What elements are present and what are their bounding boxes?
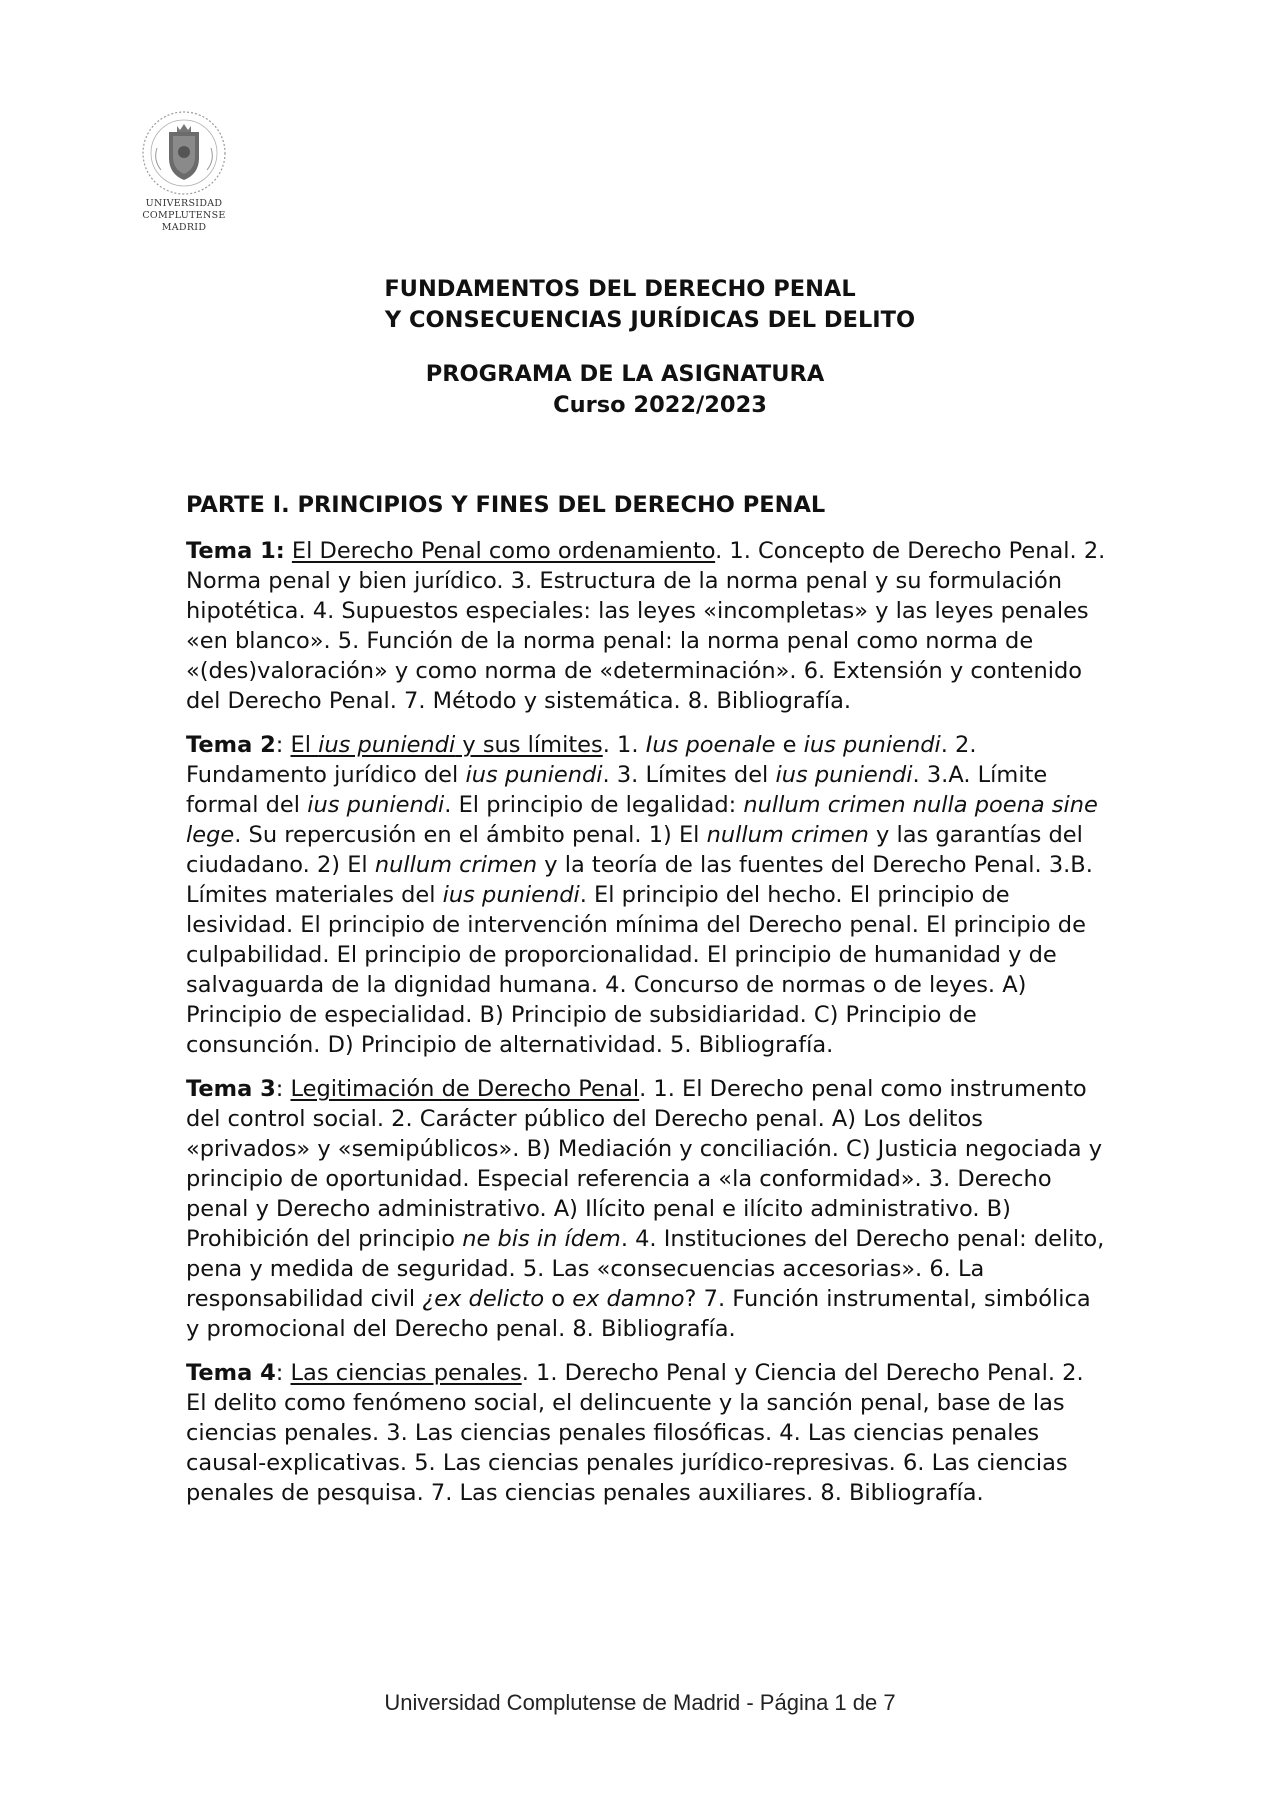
title-line-2: Y CONSECUENCIAS JURÍDICAS DEL DELITO bbox=[384, 307, 916, 333]
document-body bbox=[186, 490, 1106, 1522]
tema-text: . 1. Derecho Penal y Ciencia del Derecho Penal. 2. El delito como fenómeno social, el delincuente y la sanción penal, base de las ciencias penales. 3. Las ciencias penales filosóficas. 4. Las ciencias penales causal-explicativas. 5. Las ciencias penales jurídico-represivas. 6. Las ciencias penales de pesquisa. 7. Las ciencias penales auxiliares. 8. Bibliografía. bbox=[186, 1360, 1084, 1506]
parte-heading: PARTE I. PRINCIPIOS Y FINES DEL DERECHO PENAL bbox=[186, 492, 826, 518]
document-title bbox=[0, 274, 1280, 421]
title-line-4: Curso 2022/2023 bbox=[553, 392, 767, 418]
tema-title: Las ciencias penales bbox=[290, 1360, 522, 1386]
tema-label: Tema 2 bbox=[186, 732, 276, 758]
logo-text-city: MADRID bbox=[161, 222, 207, 233]
tema-title: Legitimación de Derecho Penal bbox=[290, 1076, 640, 1102]
tema-label: Tema 4 bbox=[186, 1360, 276, 1386]
title-line-1: FUNDAMENTOS DEL DERECHO PENAL bbox=[384, 276, 856, 302]
tema-label: Tema 1: bbox=[186, 538, 285, 564]
university-logo bbox=[104, 108, 264, 234]
tema-4: Tema 4: Las ciencias penales. 1. Derecho Penal y Ciencia del Derecho Penal. 2. El delito como fenómeno social, el delincuente y la sanción penal, base de las ciencias penales. 3. Las ciencias penales filosóficas. 4. Las ciencias penales causal-explicativas. 5. Las ciencias penales jurídico-represivas. 6. Las ciencias penales de pesquisa. 7. Las ciencias penales auxiliares. 8. Bibliografía. bbox=[186, 1360, 1084, 1506]
tema-title: El Derecho Penal como ordenamiento bbox=[291, 538, 716, 564]
tema-1 bbox=[186, 536, 1106, 716]
page-footer: Universidad Complutense de Madrid - Página 1 de 7 bbox=[384, 1690, 896, 1715]
title-line-3: PROGRAMA DE LA ASIGNATURA bbox=[425, 361, 825, 387]
tema-title: El ius puniendi y sus límites bbox=[290, 732, 603, 758]
tema-label: Tema 3 bbox=[186, 1076, 276, 1102]
logo-text-university: UNIVERSIDAD COMPLUTENSE bbox=[142, 198, 226, 221]
university-crest-icon bbox=[139, 108, 229, 198]
tema-text: . 1. Concepto de Derecho Penal. 2. Norma penal y bien jurídico. 3. Estructura de la norma penal y su formulación hipotética. 4. Supuestos especiales: las leyes «incompletas» y las leyes penales «en blanco». 5. Función de la norma penal: la norma penal como norma de «(des)valoración» y como norma de «determinación». 6. Extensión y contenido del Derecho Penal. 7. Método y sistemática. 8. Bibliografía. bbox=[186, 538, 1106, 714]
tema-3: Tema 3: Legitimación de Derecho Penal. 1. El Derecho penal como instrumento del control social. 2. Carácter público del Derecho penal. A) Los delitos «privados» y «semipúblicos». B) Mediación y conciliación. C) Justicia negociada y principio de oportunidad. Especial referencia a «la conformidad». 3. Derecho penal y Derecho administrativo. A) Ilícito penal e ilícito administrativo. B) Prohibición del principio ne bis in ídem. 4. Instituciones del Derecho penal: delito, pena y medida de seguridad. 5. Las «consecuencias accesorias». 6. La responsabilidad civil ¿ex delicto o ex damno? 7. Función instrumental, simbólica y promocional del Derecho penal. 8. Bibliografía. bbox=[186, 1076, 1105, 1342]
tema-2: Tema 2: El ius puniendi y sus límites. 1. Ius poenale e ius puniendi. 2. Fundamento jurídico del ius puniendi. 3. Límites del ius puniendi. 3.A. Límite formal del ius puniendi. El principio de legalidad: nullum crimen nulla poena sine lege. Su repercusión en el ámbito penal. 1) El nullum crimen y las garantías del ciudadano. 2) El nullum crimen y la teoría de las fuentes del Derecho Penal. 3.B. Límites materiales del ius puniendi. El principio del hecho. El principio de lesividad. El principio de intervención mínima del Derecho penal. El principio de culpabilidad. El principio de proporcionalidad. El principio de humanidad y de salvaguarda de la dignidad humana. 4. Concurso de normas o de leyes. A) Principio de especialidad. B) Principio de subsidiaridad. C) Principio de consunción. D) Principio de alternatividad. 5. Bibliografía. bbox=[186, 732, 1098, 1058]
